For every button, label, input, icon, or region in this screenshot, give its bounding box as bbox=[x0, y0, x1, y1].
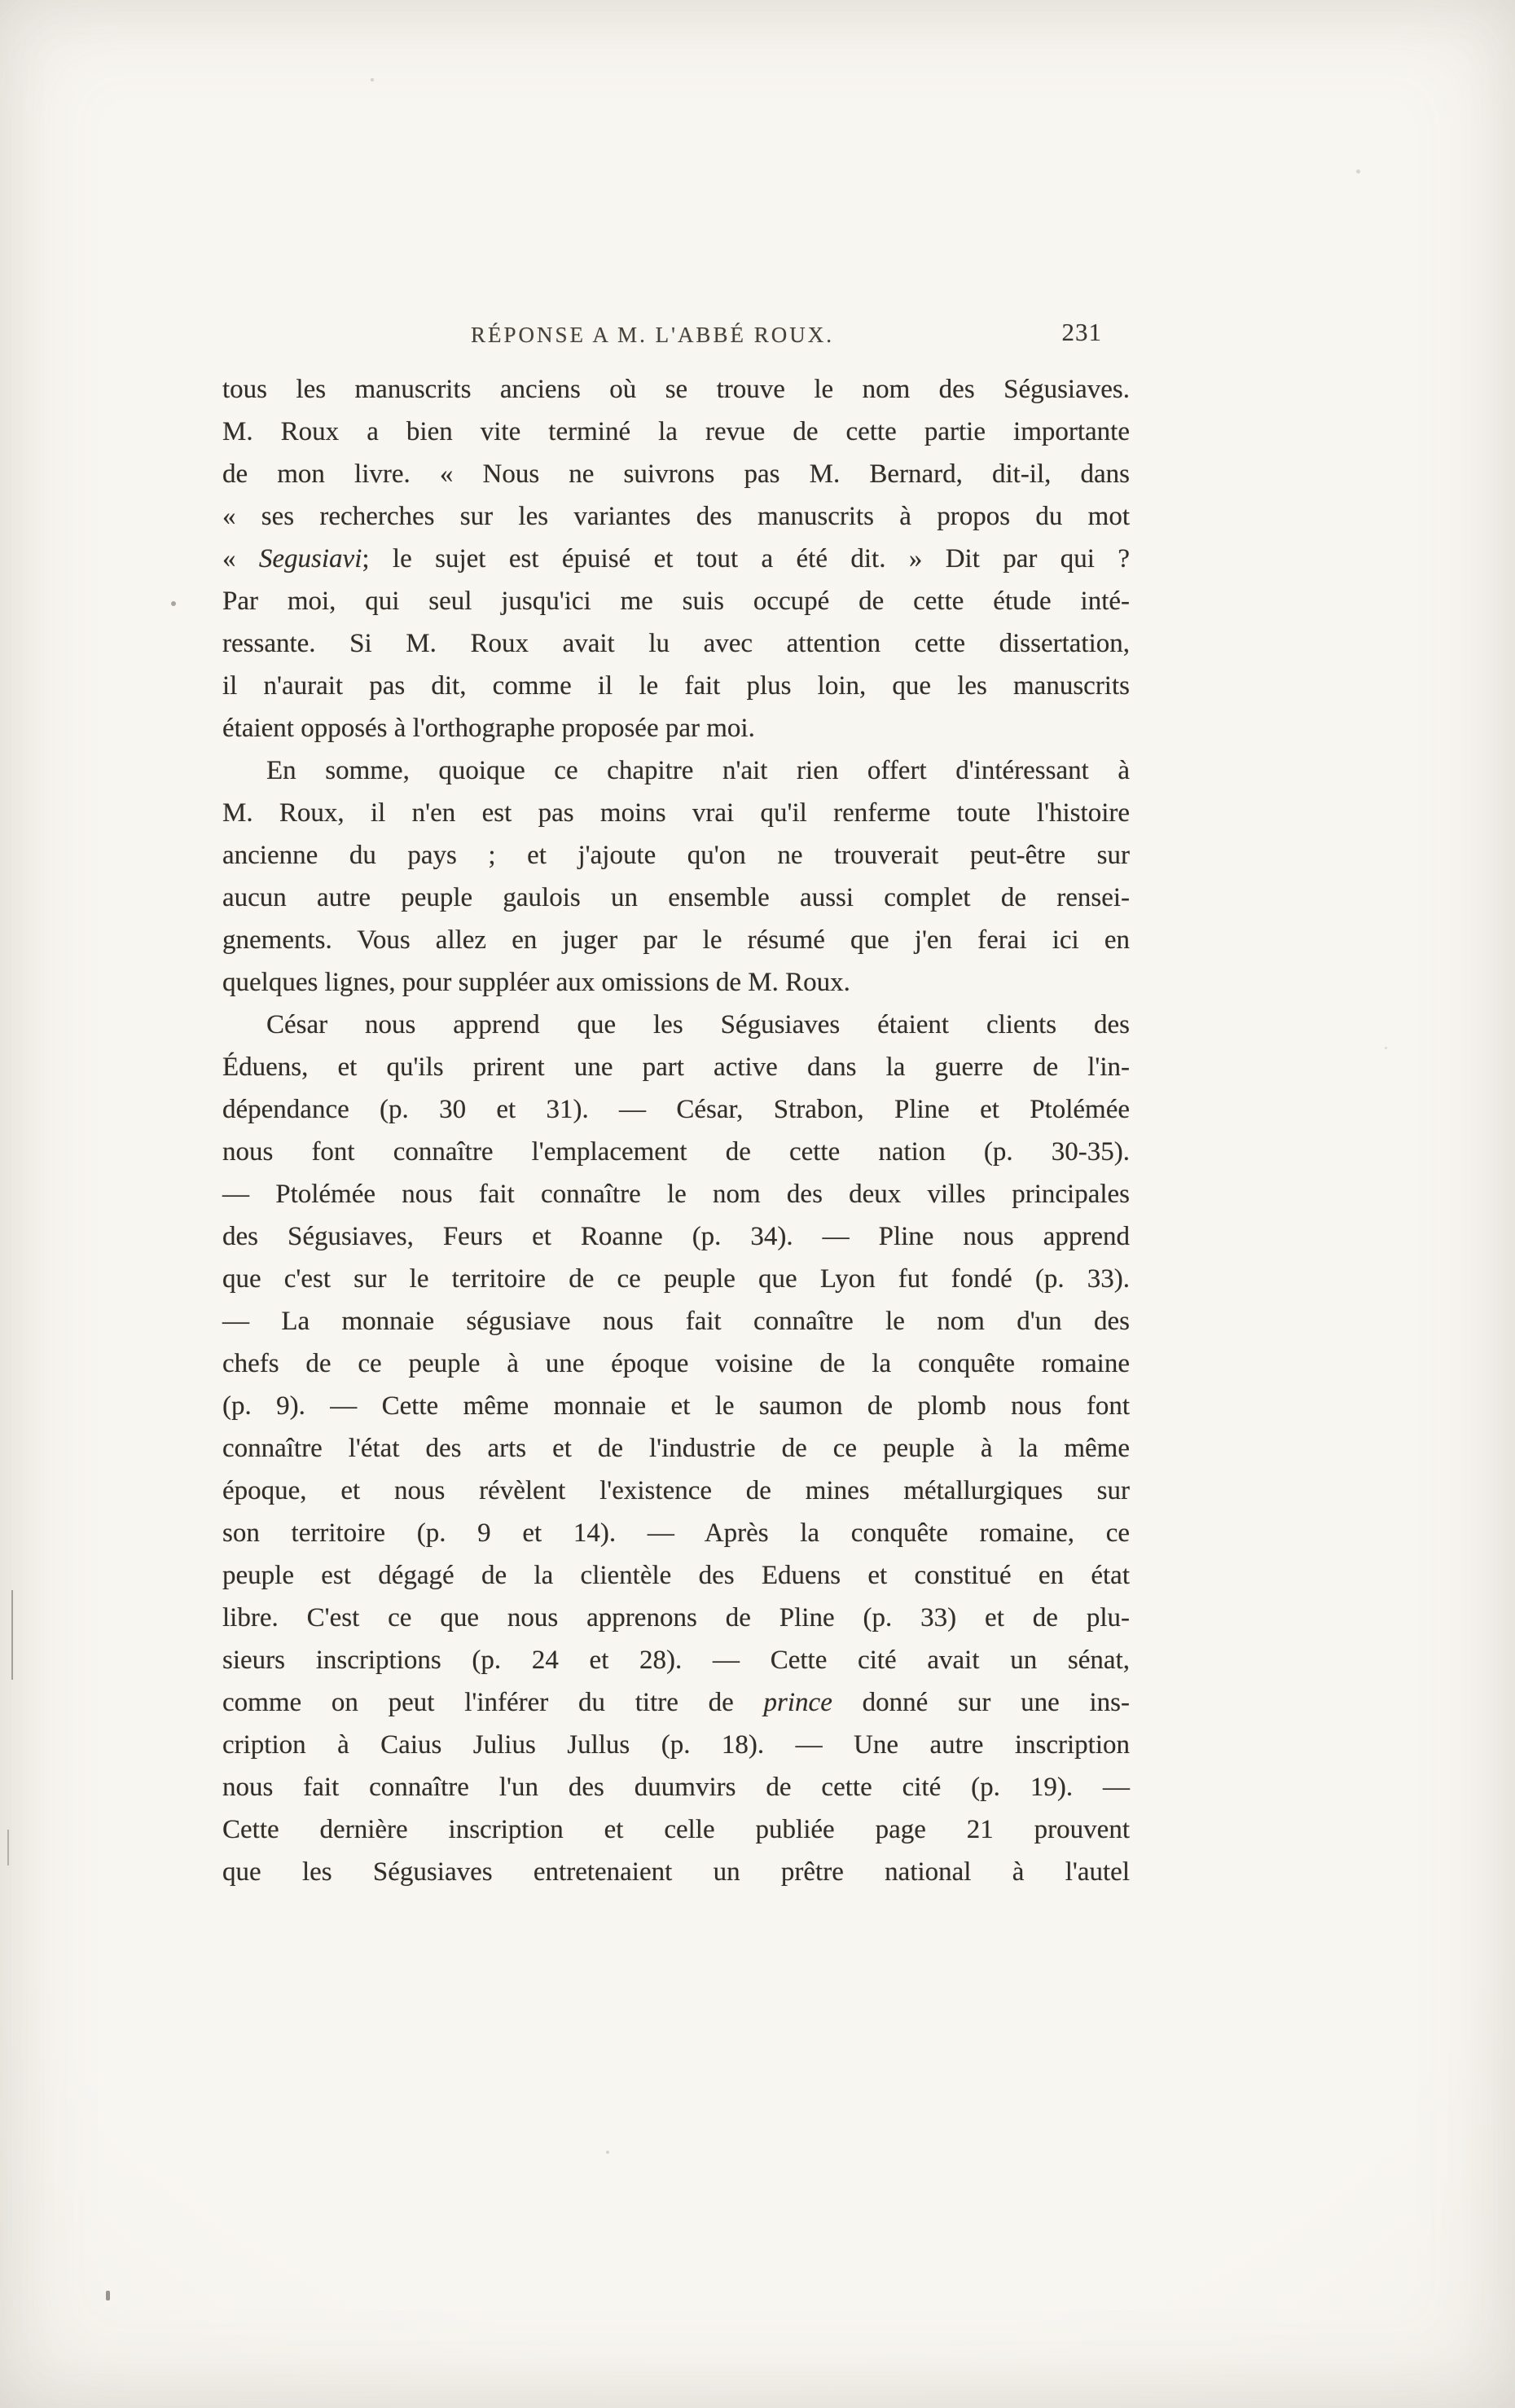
text-line: — La monnaie ségusiave nous fait connaître le nom d'un des bbox=[222, 1307, 1130, 1336]
text-line: aucun autre peuple gaulois un ensemble aussi complet de rensei- bbox=[222, 883, 1130, 912]
text-line: Cette dernière inscription et celle publiée page 21 prouvent bbox=[222, 1815, 1130, 1844]
text-line: M. Roux, il n'en est pas moins vrai qu'il renferme toute l'histoire bbox=[222, 798, 1130, 828]
text-line: libre. C'est ce que nous apprenons de Pline (p. 33) et de plu- bbox=[222, 1603, 1130, 1632]
text-line: son territoire (p. 9 et 14). — Après la conquête romaine, ce bbox=[222, 1518, 1130, 1548]
text-line: quelques lignes, pour suppléer aux omissions de M. Roux. bbox=[222, 968, 850, 997]
text-line: ancienne du pays ; et j'ajoute qu'on ne trouverait peut-être sur bbox=[222, 841, 1130, 870]
text-line: de mon livre. « Nous ne suivrons pas M. Bernard, dit-il, dans bbox=[222, 459, 1130, 489]
margin-dot bbox=[171, 601, 176, 606]
scan-speck bbox=[1356, 169, 1360, 174]
text-line: sieurs inscriptions (p. 24 et 28). — Cette cité avait un sénat, bbox=[222, 1646, 1130, 1675]
text-line: « Segusiavi; le sujet est épuisé et tout a été dit. » Dit par qui ? bbox=[222, 544, 1130, 573]
text-line: ressante. Si M. Roux avait lu avec attention cette dissertation, bbox=[222, 629, 1130, 658]
text-line: César nous apprend que les Ségusiaves étaient clients des bbox=[266, 1010, 1130, 1039]
text-line: — Ptolémée nous fait connaître le nom des deux villes principales bbox=[222, 1180, 1130, 1209]
text-line: (p. 9). — Cette même monnaie et le saumon de plomb nous font bbox=[222, 1391, 1130, 1421]
text-line: gnements. Vous allez en juger par le résumé que j'en ferai ici en bbox=[222, 925, 1130, 955]
text-line: M. Roux a bien vite terminé la revue de cette partie importante bbox=[222, 417, 1130, 446]
text-line: Par moi, qui seul jusqu'ici me suis occupé de cette étude inté- bbox=[222, 587, 1130, 616]
text-line: cription à Caius Julius Jullus (p. 18). — Une autre inscription bbox=[222, 1730, 1130, 1760]
text-line: époque, et nous révèlent l'existence de mines métallurgiques sur bbox=[222, 1476, 1130, 1505]
scan-speck bbox=[1385, 1047, 1387, 1049]
text-line: connaître l'état des arts et de l'industrie de ce peuple à la même bbox=[222, 1434, 1130, 1463]
running-title: RÉPONSE A M. L'ABBÉ ROUX. bbox=[471, 323, 834, 347]
margin-line bbox=[11, 1590, 13, 1680]
text-line: comme on peut l'inférer du titre de prince donné sur une ins- bbox=[222, 1688, 1130, 1717]
text-line: nous fait connaître l'un des duumvirs de cette cité (p. 19). — bbox=[222, 1773, 1130, 1802]
text-line: étaient opposés à l'orthographe proposée par moi. bbox=[222, 714, 755, 743]
text-line: Éduens, et qu'ils prirent une part active dans la guerre de l'in- bbox=[222, 1052, 1130, 1082]
scan-speck bbox=[371, 78, 374, 81]
page-number: 231 bbox=[1061, 318, 1102, 346]
margin-line bbox=[7, 1830, 9, 1865]
text-line: que les Ségusiaves entretenaient un prêtre national à l'autel bbox=[222, 1857, 1130, 1887]
scan-speck bbox=[606, 2151, 609, 2154]
text-block bbox=[222, 368, 1130, 1893]
text-line: des Ségusiaves, Feurs et Roanne (p. 34). — Pline nous apprend bbox=[222, 1222, 1130, 1251]
text-line: peuple est dégagé de la clientèle des Eduens et constitué en état bbox=[222, 1561, 1130, 1590]
text-line: « ses recherches sur les variantes des manuscrits à propos du mot bbox=[222, 502, 1130, 531]
text-line: chefs de ce peuple à une époque voisine de la conquête romaine bbox=[222, 1349, 1130, 1378]
text-line: tous les manuscrits anciens où se trouve le nom des Ségusiaves. bbox=[222, 375, 1130, 404]
text-line: nous font connaître l'emplacement de cette nation (p. 30-35). bbox=[222, 1137, 1130, 1167]
bottom-margin-mark bbox=[106, 2291, 110, 2300]
text-line: En somme, quoique ce chapitre n'ait rien offert d'intéressant à bbox=[266, 756, 1130, 785]
text-line: dépendance (p. 30 et 31). — César, Strabon, Pline et Ptolémée bbox=[222, 1095, 1130, 1124]
text-line: que c'est sur le territoire de ce peuple que Lyon fut fondé (p. 33). bbox=[222, 1264, 1130, 1294]
page-header bbox=[224, 318, 1130, 362]
text-line: il n'aurait pas dit, comme il le fait plus loin, que les manuscrits bbox=[222, 671, 1130, 701]
